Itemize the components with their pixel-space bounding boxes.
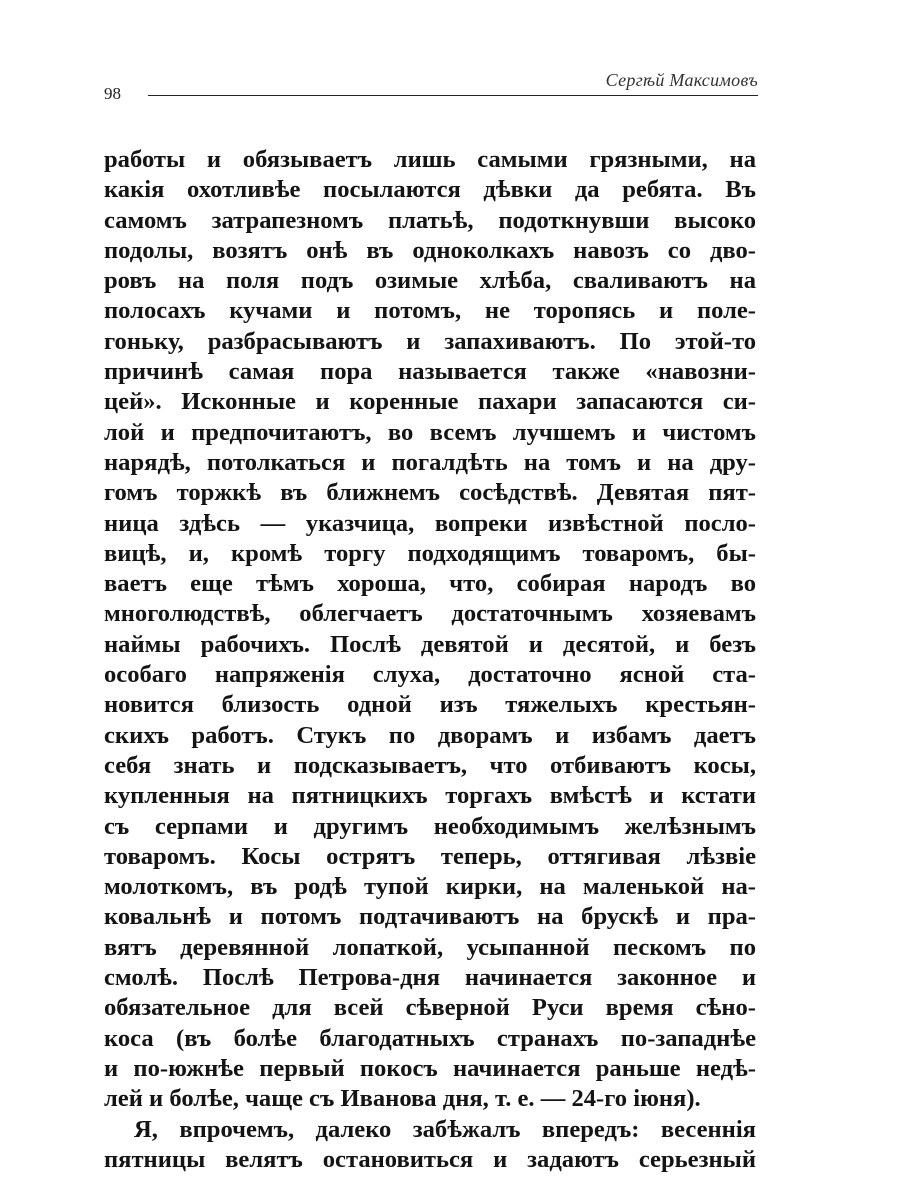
text-line: ковальнѣ и потомъ подтачиваютъ на брускѣ и пра-	[104, 903, 756, 931]
text-line: вятъ деревянной лопаткой, усыпанной пескомъ по	[104, 933, 756, 961]
page-header	[104, 68, 758, 108]
text-line: съ серпами и другимъ необходимымъ желѣзнымъ	[104, 812, 756, 840]
text-line: полосахъ кучами и потомъ, не торопясь и поле-	[104, 297, 756, 325]
text-line: гомъ торжкѣ въ ближнемъ сосѣдствѣ. Девятая пят-	[104, 479, 756, 507]
text-line: новится близость одной изъ тяжелыхъ крестьян-	[104, 691, 756, 719]
body-text	[104, 145, 756, 1175]
running-head-author: Сергѣй Максимовъ	[605, 70, 758, 90]
text-line: самомъ затрапезномъ платьѣ, подоткнувши высоко	[104, 206, 756, 234]
text-line: коса (въ болѣе благодатныхъ странахъ по-западнѣе	[104, 1024, 756, 1052]
page-number: 98	[104, 84, 121, 103]
text-line: товаромъ. Косы острятъ теперь, оттягивая лѣзвіе	[104, 842, 756, 870]
text-line: подолы, возятъ онѣ въ одноколкахъ навозъ со дво-	[104, 236, 756, 264]
text-line: молоткомъ, въ родѣ тупой кирки, на маленькой на-	[104, 873, 756, 901]
text-line: многолюдствѣ, облегчаетъ достаточнымъ хозяевамъ	[104, 600, 756, 628]
text-line: цей». Исконные и коренные пахари запасаются си-	[104, 388, 756, 416]
text-line: и по-южнѣе первый покосъ начинается раньше недѣ-	[104, 1054, 756, 1082]
header-rule	[148, 95, 758, 96]
text-line: Я, впрочемъ, далеко забѣжалъ впередъ: весеннія	[134, 1115, 756, 1143]
text-line: себя знать и подсказываетъ, что отбиваютъ косы,	[104, 751, 756, 779]
text-line: купленныя на пятницкихъ торгахъ вмѣстѣ и кстати	[104, 782, 756, 810]
text-line: ровъ на поля подъ озимые хлѣба, сваливаютъ на	[104, 267, 756, 295]
text-line: вицѣ, и, кромѣ торгу подходящимъ товаромъ, бы-	[104, 539, 756, 567]
paragraph	[104, 145, 756, 1115]
text-line: ваетъ еще тѣмъ хороша, что, собирая народъ во	[104, 570, 756, 598]
text-line: нарядѣ, потолкаться и погалдѣть на томъ и на дру-	[104, 448, 756, 476]
paragraph	[104, 1115, 756, 1176]
text-line: пятницы велятъ остановиться и задаютъ серьезный	[104, 1145, 756, 1173]
text-line: обязательное для всей сѣверной Руси время сѣно-	[104, 994, 756, 1022]
text-line: особаго напряженія слуха, достаточно ясной ста-	[104, 661, 756, 689]
text-line: скихъ работъ. Стукъ по дворамъ и избамъ даетъ	[104, 721, 756, 749]
text-line: какія охотливѣе посылаются дѣвки да ребята. Въ	[104, 176, 756, 204]
text-line: лой и предпочитаютъ, во всемъ лучшемъ и чистомъ	[104, 418, 756, 446]
text-line: гоньку, разбрасываютъ и запахиваютъ. По этой-то	[104, 327, 756, 355]
text-line: ница здѣсь — указчица, вопреки извѣстной посло-	[104, 509, 756, 537]
text-line: смолѣ. Послѣ Петрова-дня начинается законное и	[104, 964, 756, 992]
text-line: работы и обязываетъ лишь самыми грязными, на	[104, 146, 756, 173]
text-line: наймы рабочихъ. Послѣ девятой и десятой, и безъ	[104, 630, 756, 658]
text-line: лей и болѣе, чаще съ Иванова дня, т. е. — 24-го іюня).	[104, 1085, 701, 1113]
text-line: причинѣ самая пора называется также «навозни-	[104, 358, 756, 386]
